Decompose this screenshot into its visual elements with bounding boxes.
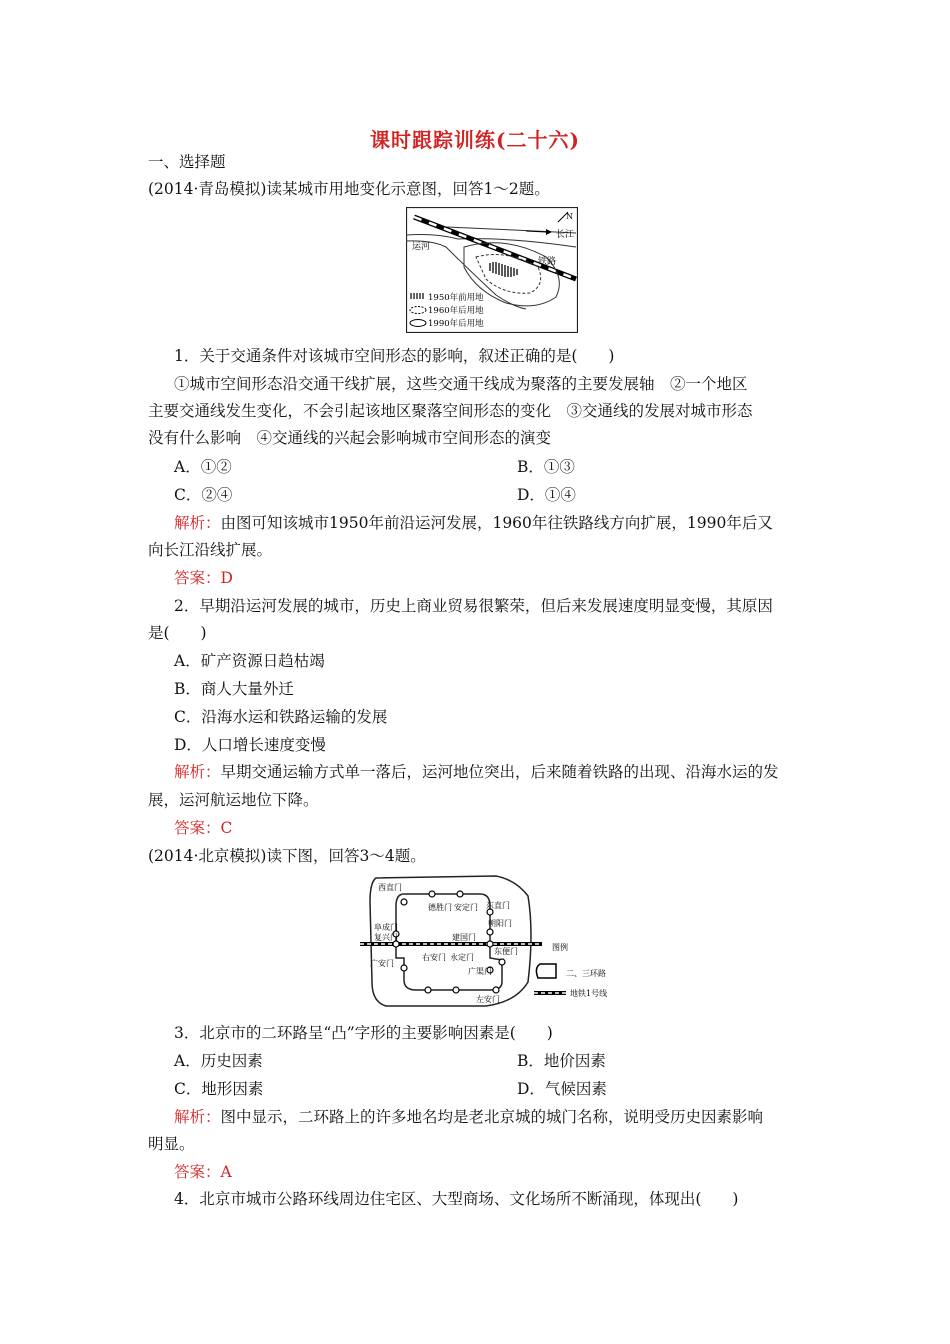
gate-label: 建国门 xyxy=(452,933,476,942)
q3-option-c: C．地形因素 xyxy=(174,1080,264,1098)
q3-answer: 答案：A xyxy=(174,1163,232,1181)
q1-body-line: 主要交通线发生变化，不会引起该地区聚落空间形态的变化 ③交通线的发展对城市形态 xyxy=(148,402,753,420)
gate-label: 朝阳门 xyxy=(488,919,512,928)
q2-answer: 答案：C xyxy=(174,819,233,837)
q3-option-b: B．地价因素 xyxy=(517,1052,606,1070)
q1-analysis-cont: 向长江沿线扩展。 xyxy=(148,541,273,559)
gate-label: 永定门 xyxy=(450,953,474,962)
river-label: 长江 xyxy=(556,230,575,240)
gate-label: 复兴门 xyxy=(374,933,398,942)
q2-option-b: B．商人大量外迁 xyxy=(174,680,294,698)
q2-stem-cont: 是( ) xyxy=(148,624,207,642)
gate-label: 东便门 xyxy=(494,947,518,956)
q1-answer: 答案：D xyxy=(174,569,233,587)
gate-label: 西直门 xyxy=(378,883,402,892)
legend-subway: 地铁1号线 xyxy=(570,989,608,998)
q1-stem: 1．关于交通条件对该城市空间形态的影响，叙述正确的是( ) xyxy=(174,347,615,365)
gate-label: 广安门 xyxy=(370,959,394,968)
q1-option-a: A．①② xyxy=(174,458,232,476)
legend-1960: 1960年后用地 xyxy=(428,306,484,316)
gate-label: 安定门 xyxy=(454,903,478,912)
intro-q3-4: (2014·北京模拟)读下图，回答3～4题。 xyxy=(148,847,426,865)
q4-stem: 4．北京市城市公路环线周边住宅区、大型商场、文化场所不断涌现，体现出( ) xyxy=(174,1190,739,1208)
gate-label: 阜成门 xyxy=(374,923,398,932)
legend-ring-road: 二、三环路 xyxy=(566,969,606,978)
q3-analysis-cont: 明显。 xyxy=(148,1135,195,1153)
q2-option-c: C．沿海水运和铁路运输的发展 xyxy=(174,708,388,726)
q1-option-d: D．①④ xyxy=(517,486,576,504)
q1-body-line: ①城市空间形态沿交通干线扩展，这些交通干线成为聚落的主要发展轴 ②一个地区 xyxy=(174,375,748,393)
analysis-label: 解析： xyxy=(174,763,221,781)
gate-label: 右安门 xyxy=(422,953,446,962)
q1-option-c: C．②④ xyxy=(174,486,233,504)
section-heading: 一、选择题 xyxy=(148,153,226,171)
gate-label: 东直门 xyxy=(486,901,510,910)
q2-analysis xyxy=(174,760,779,782)
analysis-label: 解析： xyxy=(174,514,221,532)
q2-stem: 2．早期沿运河发展的城市，历史上商业贸易很繁荣，但后来发展速度明显变慢，其原因 xyxy=(174,597,773,615)
q1-option-b: B．①③ xyxy=(517,458,575,476)
legend-ring-icon xyxy=(536,964,556,978)
analysis-text: 早期交通运输方式单一落后，运河地位突出，后来随着铁路的出现、沿海水运的发 xyxy=(220,763,779,781)
q1-body-line: 没有什么影响 ④交通线的兴起会影响城市空间形态的演变 xyxy=(148,429,552,447)
analysis-text: 由图可知该城市1950年前沿运河发展，1960年往铁路线方向扩展，1990年后又 xyxy=(220,514,773,532)
gate-label: 德胜门 xyxy=(428,903,452,912)
legend-1950: 1950年前用地 xyxy=(428,293,484,303)
legend-1990: 1990年后用地 xyxy=(428,319,484,329)
page-title: 课时跟踪训练(二十六) xyxy=(370,128,580,152)
analysis-text: 图中显示，二环路上的许多地名均是老北京城的城门名称，说明受历史因素影响 xyxy=(220,1108,764,1126)
gate-label: 左安门 xyxy=(476,995,500,1004)
q3-stem: 3．北京市的二环路呈“凸”字形的主要影响因素是( ) xyxy=(174,1024,553,1042)
city-land-use-map xyxy=(406,207,578,333)
north-label: N xyxy=(566,212,573,221)
gate-label: 广渠门 xyxy=(468,967,492,976)
beijing-ring-road-map xyxy=(356,872,618,1012)
intro-q1-2: (2014·青岛模拟)读某城市用地变化示意图，回答1～2题。 xyxy=(148,180,550,198)
analysis-label: 解析： xyxy=(174,1108,221,1126)
q3-option-d: D．气候因素 xyxy=(517,1080,607,1098)
q2-analysis-cont: 展，运河航运地位下降。 xyxy=(148,791,319,809)
q2-option-a: A．矿产资源日趋枯竭 xyxy=(174,652,325,670)
legend-title: 图例 xyxy=(552,943,568,952)
q2-option-d: D．人口增长速度变慢 xyxy=(174,736,326,754)
canal-label: 运河 xyxy=(412,242,431,252)
q3-option-a: A．历史因素 xyxy=(174,1052,263,1070)
rail-label: 铁路 xyxy=(538,257,557,267)
q1-analysis xyxy=(174,511,773,533)
q3-analysis xyxy=(174,1105,763,1127)
